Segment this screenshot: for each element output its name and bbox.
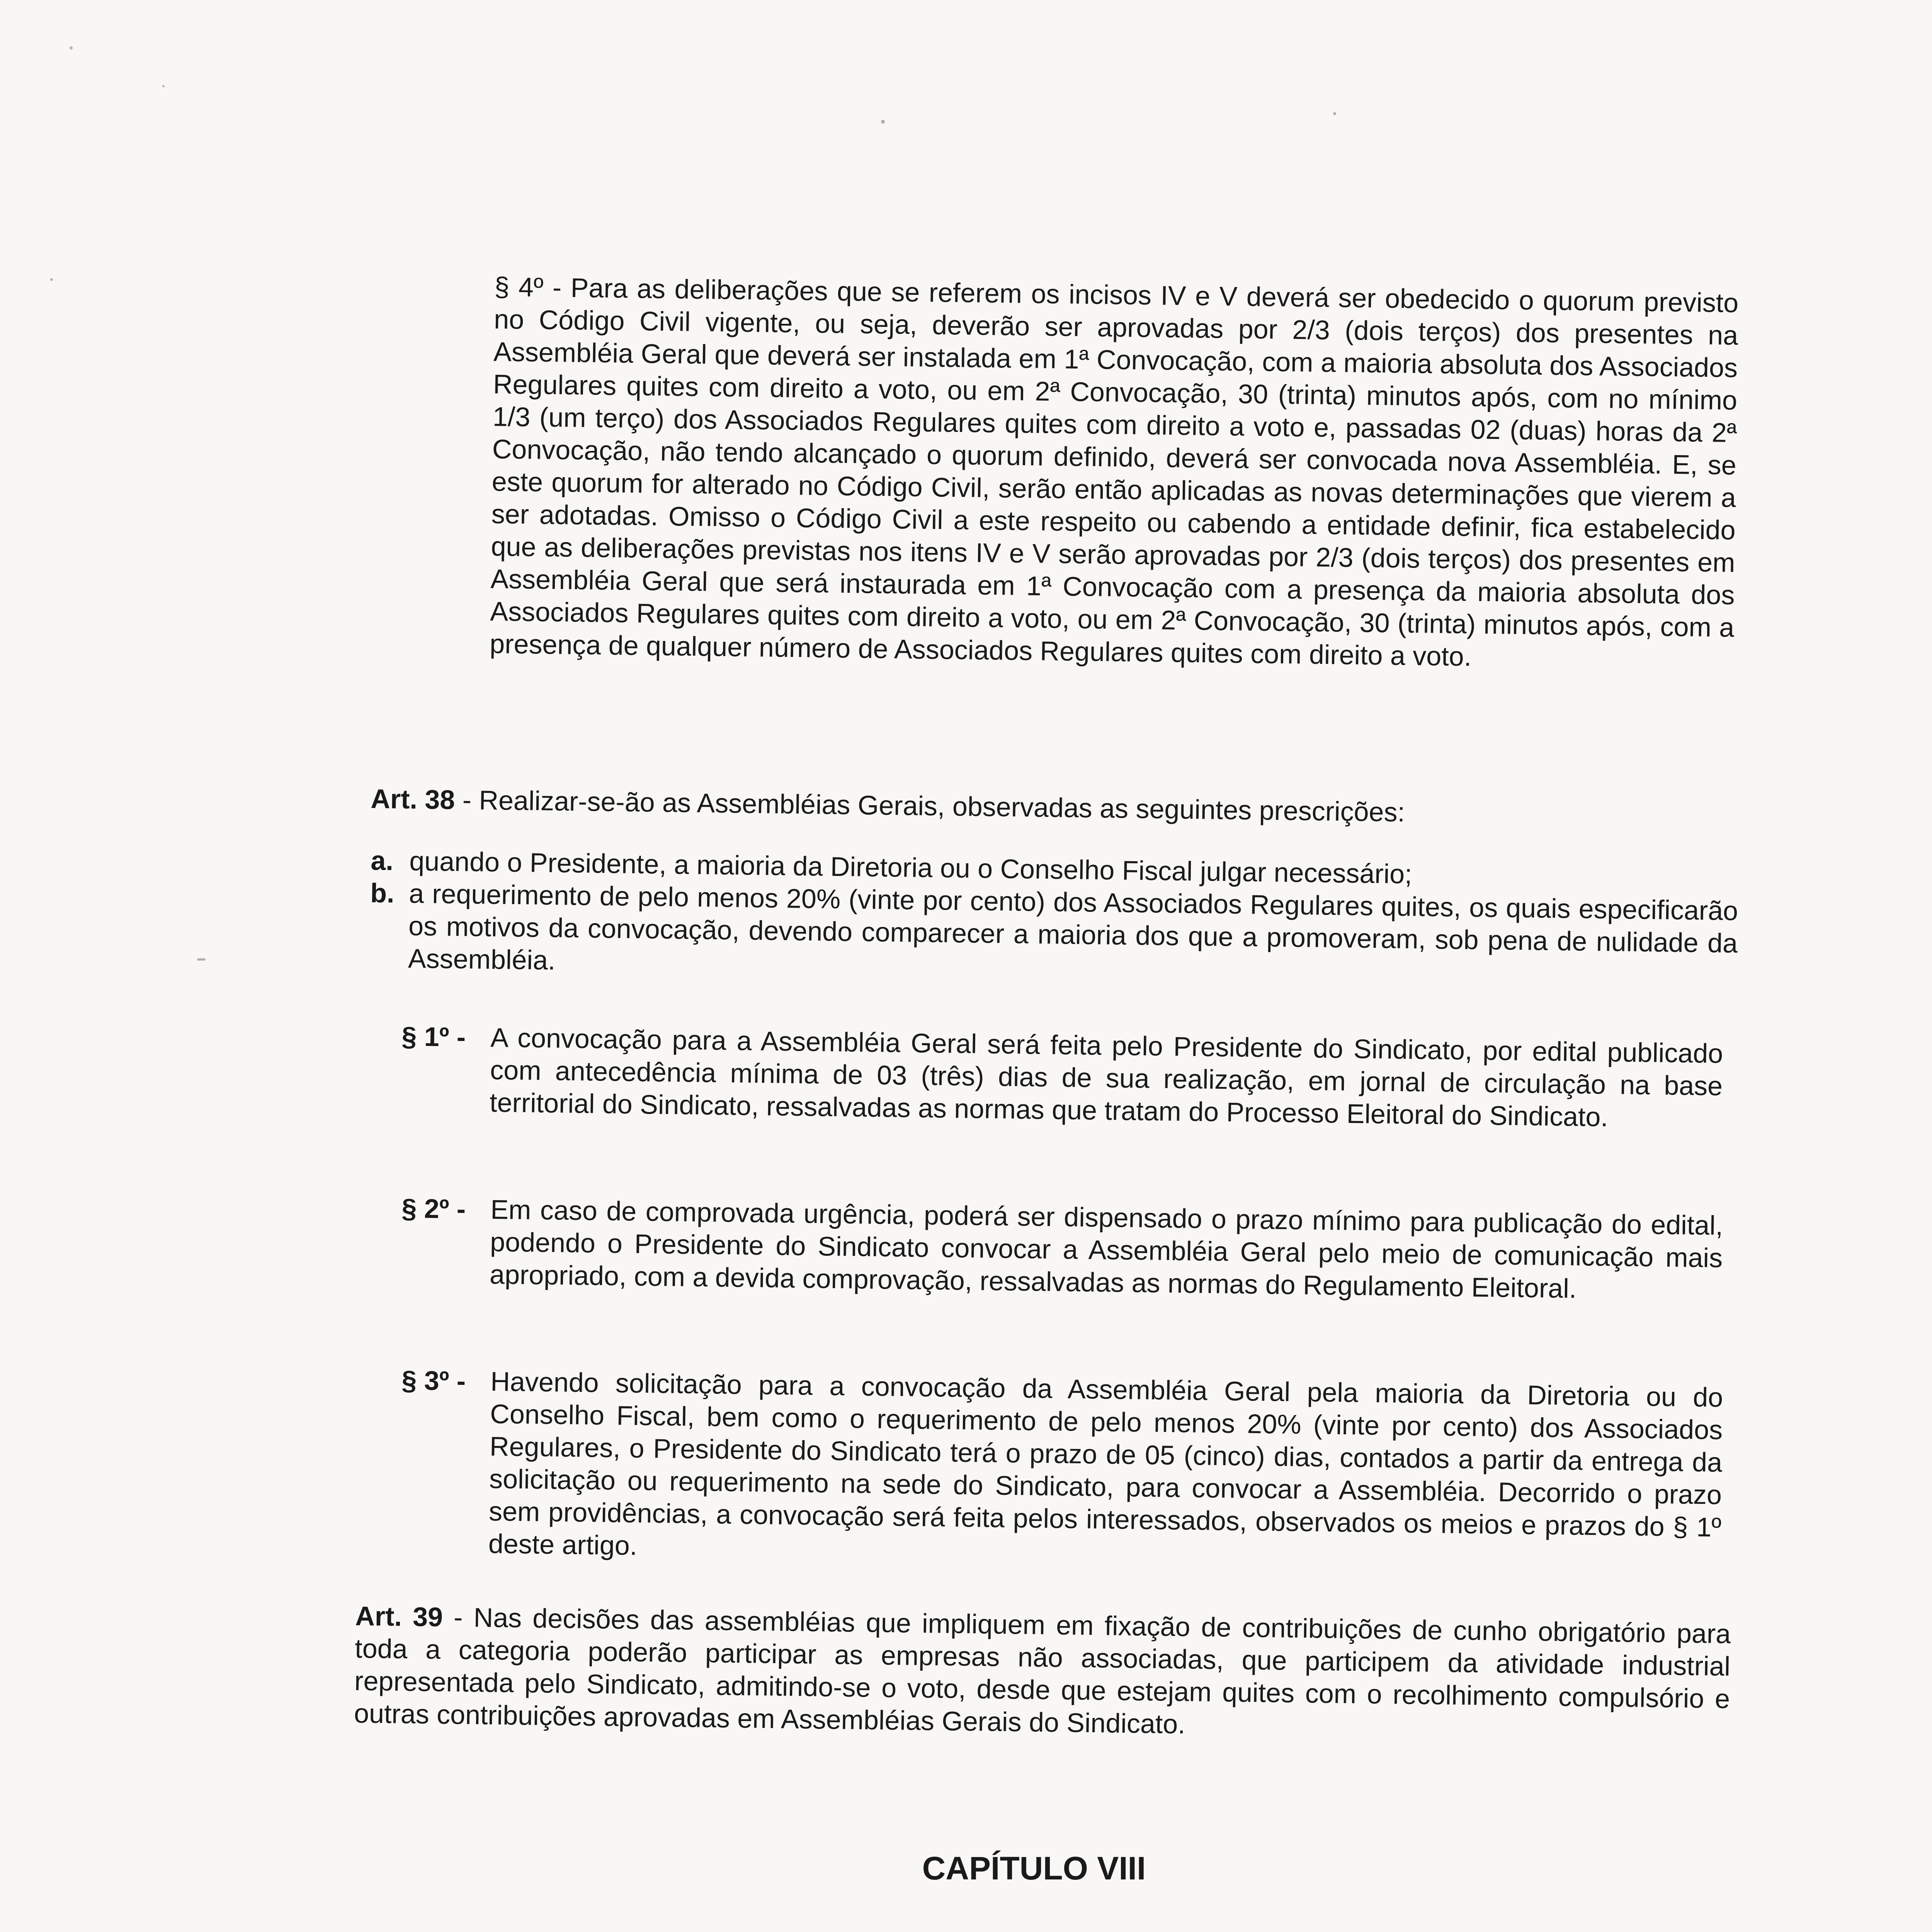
paragraph-text: Em caso de comprovada urgência, poderá ser dispensado o prazo mínimo para publicação do edital, podendo o Presidente do Sindicato convocar a Assembléia Geral pelo meio de comunicação mais apropriado, com a devida comprovação, ressalvadas as normas do Regulamento Eleitoral. — [489, 1194, 1723, 1304]
paragraph-text: Havendo solicitação para a convocação da Assembléia Geral pela maioria da Diretoria ou do Conselho Fiscal, bem como o requerimento de pelo menos 20% (vinte por cento) dos Associados Regulares, o Presidente do Sindicato terá o prazo de 05 (cinco) dias, contados a partir da entrega da solicitação ou requerimento na sede do Sindicato, para convocar a Assembléia. Decorrido o prazo sem providências, a convocação será feita pelos interessados, observados os meios e prazos do § 1º deste artigo. — [488, 1366, 1723, 1561]
article-text: - Realizar-se-ão as Assembléias Gerais, observadas as seguintes prescrições: — [454, 784, 1405, 828]
scan-speck — [197, 958, 206, 961]
article-label: Art. 38 — [370, 783, 455, 815]
scan-speck — [881, 120, 885, 124]
paragraph-text: Para as deliberações que se referem os incisos IV e V deverá ser obedecido o quorum previsto no Código Civil vigente, ou seja, deverão ser aprovadas por 2/3 (dois terços) dos presentes na Assembléia Geral que deverá ser instalada em 1ª Convocação, com a maioria absoluta dos Associados Regulares quites com direito a voto, ou em 2ª Convocação, 30 (trinta) minutos após, com no mínimo 1/3 (um terço) dos Associados Regulares quites com direito a voto e, passadas 02 (duas) horas da 2ª Convocação, não tendo alcançado o quorum definido, deverá ser convocada nova Assembléia. E, se este quorum for alterado no Código Civil, serão então aplicadas as novas determinações que vierem a ser adotadas. Omisso o Código Civil a este respeito ou cabendo a entidade definir, fica estabelecido que as deliberações previstas nos itens IV e V serão aprovadas por 2/3 (dois terços) dos presentes em Assembléia Geral que será instaurada em 1ª Convocação com a presença da maioria absoluta dos Associados Regulares quites com direito a voto, ou em 2ª Convocação, 30 (trinta) minutos após, com a presença de qualquer número de Associados Regulares quites com direito a voto. — [489, 272, 1739, 672]
list-letter: a. — [370, 845, 394, 876]
article-text: - Nas decisões das assembléias que impliquem em fixação de contribuições de cunho obrigatório para toda a categoria poderão participar as empresas não associadas, que participem da atividade industrial representada pelo Sindicato, admitindo-se o voto, desde que estejam quites com o recolhimento compulsório e outras contribuições aprovadas em Assembléias Gerais do Sindicato. — [354, 1602, 1731, 1740]
scan-speck — [162, 85, 165, 87]
list-item — [369, 877, 1738, 992]
list-text: a requerimento de pelo menos 20% (vinte por cento) dos Associados Regulares quites, os quais especificarão os motivos da convocação, devendo comparecer a maioria dos que a promoveram, sob pena de nulidade da Assembléia. — [408, 878, 1738, 976]
paragraph-marker: § 4º - — [494, 271, 562, 303]
article-38-list — [369, 844, 1739, 992]
scan-speck — [50, 278, 53, 281]
list-text: quando o Presidente, a maioria da Diretoria ou o Conselho Fiscal julgar necessário; — [409, 846, 1413, 889]
paragraph-4 — [490, 270, 1739, 676]
article-38-paragraph-2 — [401, 1192, 1723, 1307]
article-39 — [354, 1600, 1731, 1748]
list-letter: b. — [370, 878, 395, 908]
paragraph-marker: § 2º - — [401, 1193, 466, 1225]
article-label: Art. 39 — [355, 1600, 443, 1632]
scan-speck — [1333, 112, 1336, 115]
paragraph-marker: § 3º - — [401, 1365, 466, 1396]
paragraph-text: A convocação para a Assembléia Geral será feita pelo Presidente do Sindicato, por edital publicado com antecedência mínima de 03 (três) dias de sua realização, em jornal de circulação na base territorial do Sindicato, ressalvadas as normas que tratam do Processo Eleitoral do Sindicato. — [489, 1022, 1723, 1132]
article-38-paragraph-3 — [399, 1364, 1723, 1576]
paragraph-marker: § 1º - — [401, 1021, 466, 1053]
scan-speck — [70, 46, 73, 49]
article-38-heading — [371, 782, 1747, 833]
chapter-title: CAPÍTULO VIII — [922, 1850, 1146, 1886]
article-38-paragraph-1 — [401, 1020, 1723, 1135]
